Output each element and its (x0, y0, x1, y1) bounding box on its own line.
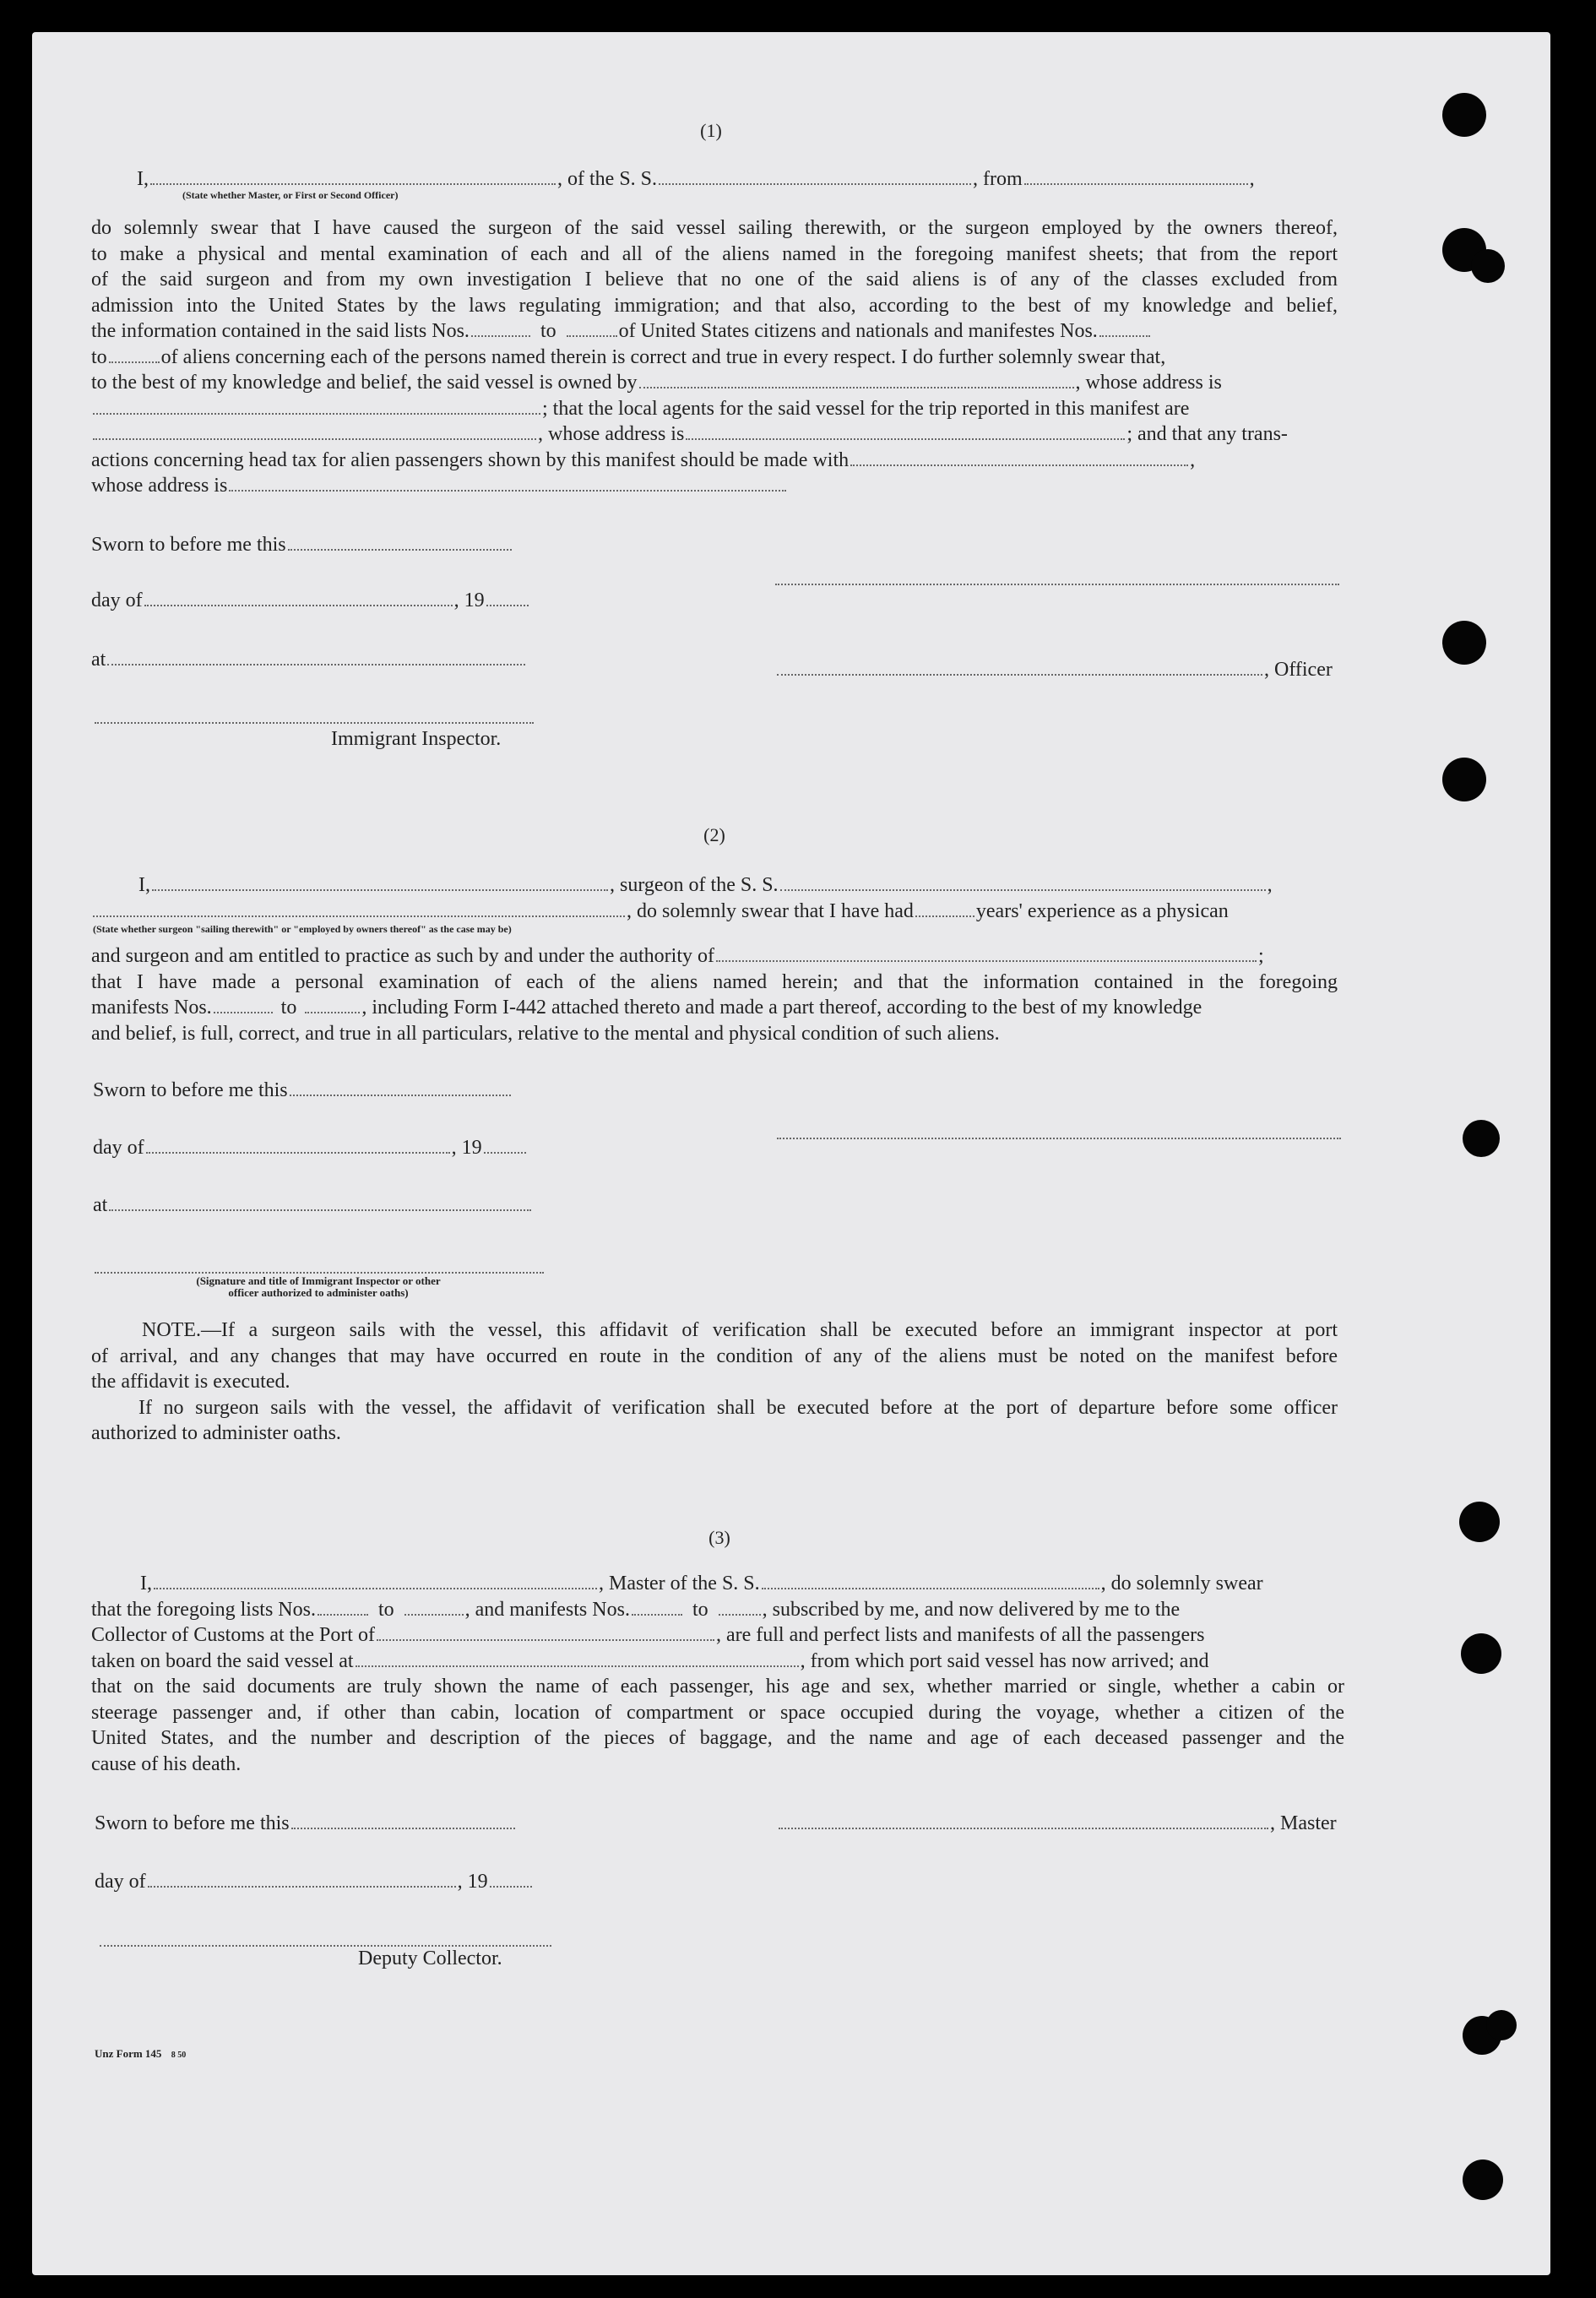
body-line: of the said surgeon and from my own investigation I believe that no one of the said aliens is of any of the classes excluded from (91, 269, 1338, 291)
departure-port-field[interactable] (1024, 182, 1248, 185)
inspector-signature-line[interactable] (95, 721, 534, 724)
section-2-intro: I, , surgeon of the S. S. , , do solemnly swear that I have had years' experience as a physican (91, 872, 1338, 924)
year-field[interactable] (484, 1151, 526, 1154)
section-1-intro: I, , of the S. S. , from , (137, 168, 1255, 190)
citizen-list-to-field[interactable] (567, 334, 617, 337)
years-experience-field[interactable] (915, 915, 974, 917)
citizen-list-from-field[interactable] (471, 334, 530, 337)
lists-to-field[interactable] (404, 1613, 464, 1616)
master-signature: , Master (777, 1812, 1337, 1835)
manifest-from-field[interactable] (1099, 334, 1150, 337)
manifest-to-field[interactable] (109, 361, 160, 363)
sworn-date-field[interactable] (290, 1094, 511, 1096)
pronoun-i: I, (137, 168, 149, 190)
of-ss-label: , of the S. S. (557, 168, 658, 190)
manifests-to-field[interactable] (719, 1613, 761, 1616)
sworn-date-field[interactable] (291, 1827, 515, 1829)
location-field[interactable] (109, 1209, 531, 1211)
body-line: admission into the United States by the laws regulating immigration; and that also, according to the best of my knowledge and belief, (91, 294, 1338, 317)
surgeon-signature-line[interactable] (777, 1137, 1341, 1139)
binder-hole (1463, 1120, 1500, 1157)
binder-hole (1442, 758, 1486, 801)
binder-hole (1463, 2159, 1503, 2200)
boarding-port-field[interactable] (356, 1665, 799, 1667)
vessel-name-field[interactable] (659, 182, 971, 185)
binder-hole (1442, 621, 1486, 665)
section-2-heading: (2) (703, 824, 725, 845)
binder-hole (1471, 249, 1505, 283)
section-2-body: and surgeon and am entitled to practice as such by and under the authority of ; that I have made a personal examination of each of the aliens named herein; and that the information contained in the foregoing manifests Nos. to , including Form I-442 attached thereto and made a part thereof, according to the best of my knowledge and belief, is full, correct, and true in all particulars, relative to the mental and physical condition of such aliens. (91, 945, 1338, 1045)
from-label: , from (973, 168, 1023, 190)
signature-caption: (Signature and title of Immigrant Inspector or other officer authorized to administer oaths) (196, 1274, 441, 1299)
signature-line[interactable] (775, 583, 1339, 585)
section-3-heading: (3) (708, 1527, 730, 1548)
deputy-signature-line[interactable] (100, 1944, 551, 1947)
sworn-label: Sworn to before me this (95, 1812, 517, 1835)
lists-from-field[interactable] (318, 1613, 368, 1616)
body-line: to make a physical and mental examination of each and all of the aliens named in the foregoing manifest sheets; that from the report (91, 242, 1338, 265)
master-name-field[interactable] (154, 1587, 597, 1589)
month-field[interactable] (148, 1885, 456, 1888)
section-1-body: do solemnly swear that I have caused the surgeon of the said vessel sailing therewith, or the surgeon employed by the owners thereof, to make a physical and mental examination of each and all of the aliens named in the foregoing manifest sheets; that from the report of the said surgeon and from my own investigation I believe that no one of the said aliens is of any of the classes excluded from admission into the United States by the laws regulating immigration; and that also, according to the best of my knowledge and belief, the information contained in the said lists Nos. to of United States citizens and nationals and manifestes Nos. to of aliens concerning each of the persons named therein is correct and true in every respect. I do further solemnly swear that, to the best of my knowledge and belief, the said vessel is owned by , whose address is ; that the local agents for the said vessel for the trip reported in this manifest are , whose address is ; and that any trans- actions concerning head tax for alien passengers shown by this manifest should be made with , whose address is (91, 217, 1338, 497)
authority-field[interactable] (716, 959, 1257, 962)
note-paragraph: NOTE.—If a surgeon sails with the vessel, this affidavit of verification shall be executed before an immigrant inspector at port of arrival, and any changes that may have occurred en route in the condition of any of the aliens must be noted on the manifest before the affidavit is executed. If no surgeon sails with the vessel, the affidavit of verification shall be executed before at the port of departure before some officer authorized to administer oaths. (91, 1319, 1338, 1444)
officer-signature: , Officer (775, 659, 1333, 682)
surgeon-status-caption: (State whether surgeon "sailing therewith" or "employed by owners thereof" as the case may be) (93, 923, 512, 935)
vessel-owner-field[interactable] (639, 386, 1074, 388)
agents-address-field[interactable] (686, 437, 1125, 440)
sworn-label: Sworn to before me this (93, 1079, 513, 1102)
officer-rank-caption: (State whether Master, or First or Second Officer) (182, 189, 399, 201)
master-signature-field[interactable] (779, 1827, 1268, 1829)
head-tax-address-field[interactable] (229, 489, 786, 492)
form-number: Unz Form 145 8 50 (95, 2047, 187, 2060)
binder-hole (1459, 1502, 1500, 1542)
manifest-nos-to-field[interactable] (305, 1011, 360, 1013)
manifests-from-field[interactable] (632, 1613, 682, 1616)
day-of-label: day of , 19 (93, 1137, 528, 1160)
manifest-nos-from-field[interactable] (214, 1011, 273, 1013)
port-field[interactable] (377, 1638, 714, 1641)
body-line: do solemnly swear that I have caused the surgeon of the said vessel sailing therewith, or the surgeon employed by the owners thereof, (91, 217, 1338, 239)
month-field[interactable] (144, 604, 453, 606)
immigrant-inspector-label: Immigrant Inspector. (331, 728, 502, 750)
section-1-heading: (1) (700, 120, 722, 141)
section-3-body: I, , Master of the S. S. , do solemnly swear that the foregoing lists Nos. to , and manifests Nos. to , subscribed by me, and now delivered by me to the Collector of Customs at the Port of , are full and perfect lists and manifests of all the passengers taken on board the said vessel at , from which port said vessel has now arrived; and that on the said documents are truly shown the name of each passenger, his age and sex, whether married or single, whether a cabin or steerage passenger and, if other than cabin, location of compartment or space occupied during the voyage, whether a citizen of the United States, and the number and description of the pieces of baggage, and the name and age of each deceased passenger and the cause of his death. (91, 1573, 1344, 1775)
surgeon-vessel-field[interactable] (780, 888, 1266, 891)
month-field[interactable] (146, 1151, 450, 1154)
binder-hole (1461, 1633, 1501, 1674)
officer-name-field[interactable] (150, 182, 556, 185)
master-vessel-field[interactable] (762, 1587, 1099, 1589)
head-tax-contact-field[interactable] (850, 464, 1188, 466)
sworn-date-field[interactable] (288, 548, 512, 551)
day-of-label: day of , 19 (95, 1871, 534, 1893)
officer-signature-field[interactable] (777, 673, 1262, 676)
binder-hole (1486, 2010, 1517, 2040)
binder-hole (1442, 93, 1486, 137)
sworn-label: Sworn to before me this (91, 534, 513, 557)
inspector-signature-line[interactable] (95, 1271, 544, 1274)
location-field[interactable] (107, 663, 525, 665)
at-label: at (93, 1194, 533, 1217)
local-agents-field[interactable] (93, 437, 536, 440)
surgeon-name-field[interactable] (152, 888, 608, 891)
deputy-collector-label: Deputy Collector. (358, 1948, 502, 1969)
year-field[interactable] (490, 1885, 532, 1888)
at-label: at (91, 649, 527, 671)
surgeon-status-field[interactable] (93, 915, 625, 917)
year-field[interactable] (486, 604, 529, 606)
day-of-label: day of , 19 (91, 589, 530, 612)
owner-address-field[interactable] (93, 412, 540, 415)
